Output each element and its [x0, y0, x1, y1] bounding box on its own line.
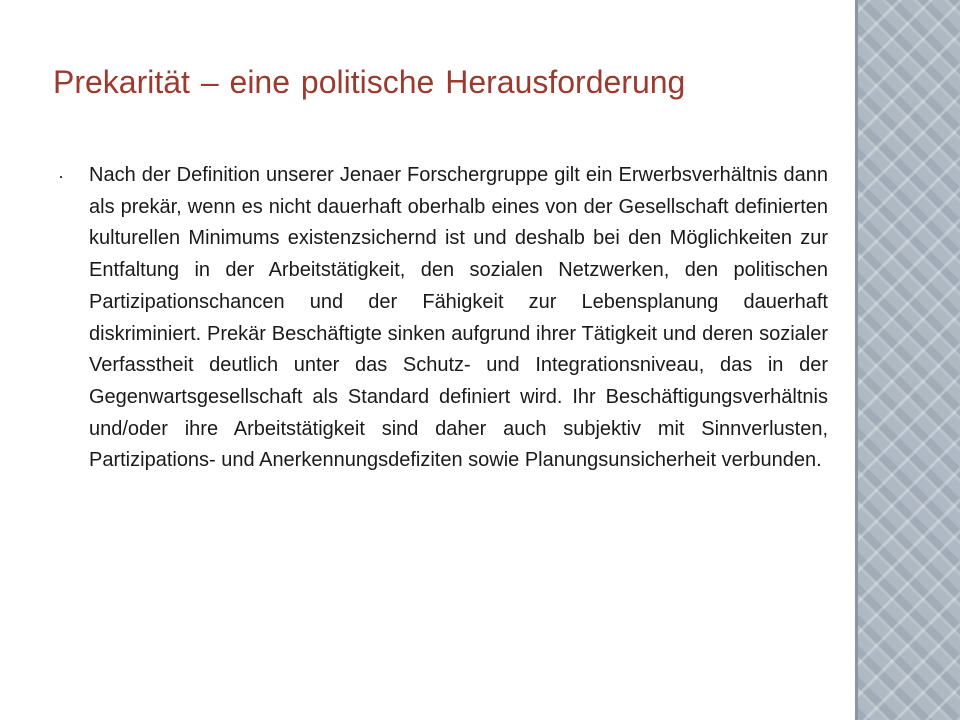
slide-content [58, 160, 828, 477]
side-panel-edge [855, 0, 858, 720]
bullet-item [58, 160, 828, 477]
bullet-dot-icon: · [58, 166, 64, 186]
bullet-text: Nach der Definition unserer Jenaer Forschergruppe gilt ein Erwerbsverhältnis dann als prekär, wenn es nicht dauerhaft oberhalb eines von der Gesellschaft definierten kulturellen Minimums existenzsichernd ist und deshalb bei den Möglichkeiten zur Entfaltung in der Arbeitstätigkeit, den sozialen Netzwerken, den politischen Partizipationschancen und der Fähigkeit zur Lebensplanung dauerhaft diskriminiert. Prekär Beschäftigte sinken aufgrund ihrer Tätigkeit und deren sozialer Verfasstheit deutlich unter das Schutz- und Integrationsniveau, das in der Gegenwartsgesellschaft als Standard definiert wird. Ihr Beschäftigungsverhältnis und/oder ihre Arbeitstätigkeit sind daher auch subjektiv mit Sinnverlusten, Partizipations- und Anerkennungsdefiziten sowie Planungsunsicherheit verbunden. [89, 164, 828, 472]
decorative-side-panel [855, 0, 960, 720]
slide-title: Prekarität – eine politische Herausforderung [53, 64, 686, 100]
